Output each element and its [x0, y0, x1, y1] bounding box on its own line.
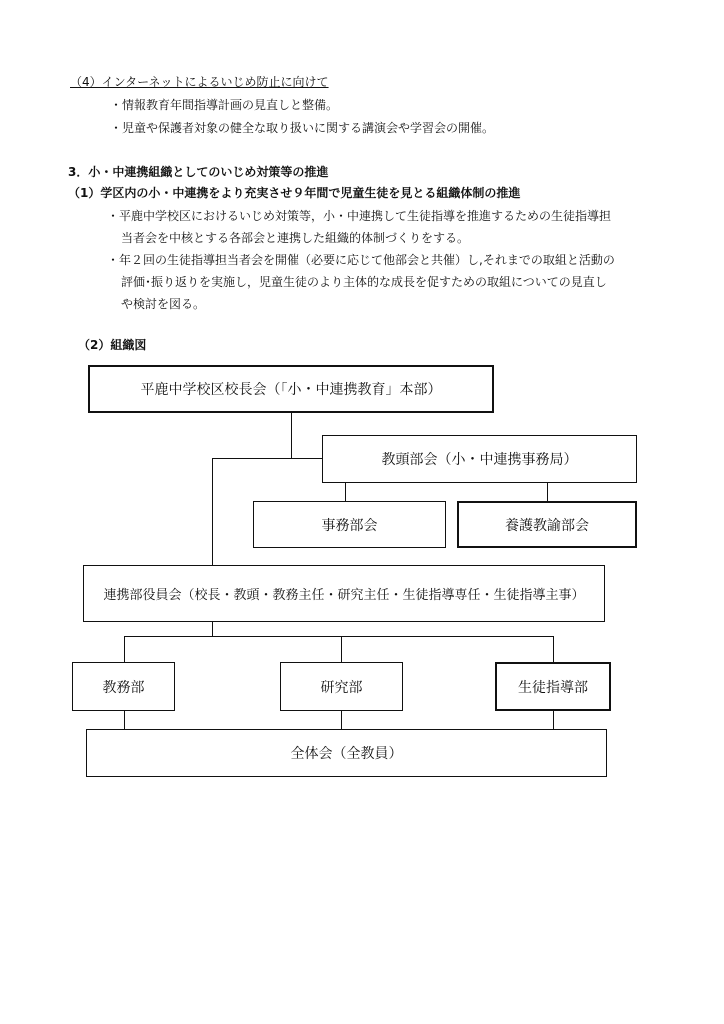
section-4-heading: （4）インターネットによるいじめ防止に向けて: [70, 75, 329, 89]
connector-line: [291, 412, 292, 458]
connector-line: [124, 636, 125, 663]
section-3-2-heading: （2）組織図: [78, 338, 147, 352]
section-3-1-bullet-2: ・年２回の生徒指導担当者会を開催（必要に応じて他部会と共催）し,それまでの取組と活動の: [107, 253, 615, 267]
org-box-principals: 平鹿中学校区校長会（「小・中連携教育」本部）: [88, 365, 494, 413]
section-3-1-heading: （1）学区内の小・中連携をより充実させ９年間で児童生徒を見とる組織体制の推進: [68, 186, 521, 200]
org-box-research: 研究部: [280, 662, 403, 711]
section-3-1-bullet-1-cont: 当者会を中核とする各部会と連携した組織的体制づくりをする。: [121, 231, 470, 245]
connector-line: [341, 636, 342, 663]
org-box-liaison-officers: 連携部役員会（校長・教頭・教務主任・研究主任・生徒指導専任・生徒指導主事）: [83, 565, 605, 622]
section-4-bullet: ・情報教育年間指導計画の見直しと整備。: [110, 98, 339, 112]
connector-line: [212, 458, 213, 566]
org-box-nurse-teachers: 養護教諭部会: [457, 501, 637, 548]
section-3-heading: 3．小・中連携組織としてのいじめ対策等の推進: [68, 165, 329, 179]
connector-line: [124, 710, 125, 730]
connector-line: [547, 482, 548, 502]
connector-line: [212, 458, 323, 459]
org-box-office: 事務部会: [253, 501, 446, 548]
connector-line: [212, 621, 213, 636]
section-4-bullet: ・児童や保護者対象の健全な取り扱いに関する講演会や学習会の開催。: [110, 121, 495, 135]
connector-line: [341, 710, 342, 730]
connector-line: [553, 710, 554, 730]
connector-line: [124, 636, 554, 637]
connector-line: [345, 482, 346, 502]
org-box-all-staff: 全体会（全教員）: [86, 729, 607, 777]
section-3-1-bullet-2-cont: や検討を図る。: [121, 297, 206, 311]
connector-line: [553, 636, 554, 663]
section-3-1-bullet-2-cont: 評価･振り返りを実施し，児童生徒のより主体的な成長を促すための取組についての見直し: [121, 275, 607, 289]
org-box-academic: 教務部: [72, 662, 175, 711]
section-3-1-bullet-1: ・平鹿中学校区におけるいじめ対策等，小・中連携して生徒指導を推進するための生徒指導担: [107, 209, 612, 223]
org-box-vice-principals: 教頭部会（小・中連携事務局）: [322, 435, 637, 483]
org-box-student-guidance: 生徒指導部: [495, 662, 611, 711]
